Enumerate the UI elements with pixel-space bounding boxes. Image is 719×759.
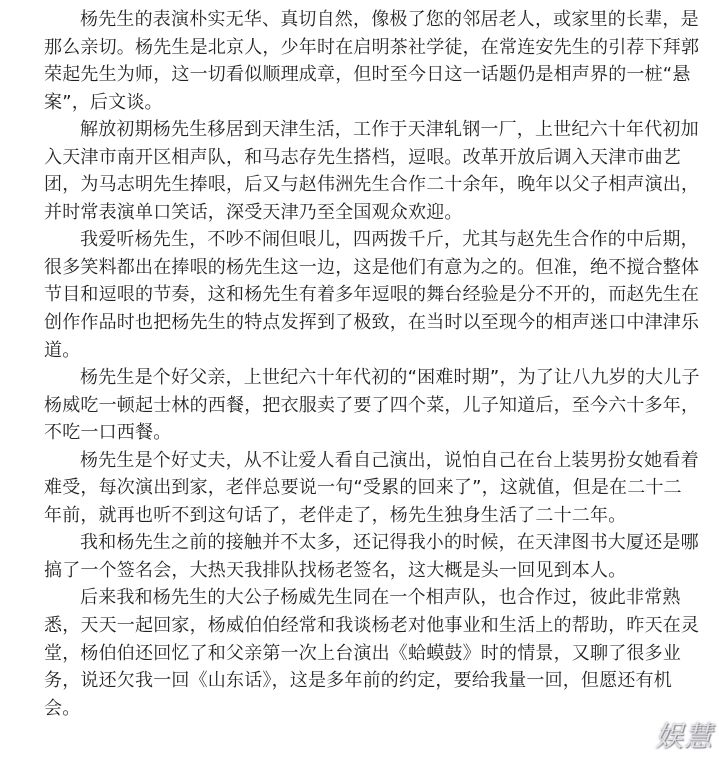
article-body bbox=[44, 6, 700, 722]
paragraph-6: 我和杨先生之前的接触并不太多，还记得我小的时候，在天津图书大厦还是哪搞了一个签名会，大热天我排队找杨老签名，这大概是头一回见到本人。 bbox=[44, 532, 699, 581]
paragraph-7: 后来我和杨先生的大公子杨威先生同在一个相声队，也合作过，彼此非常熟悉，天天一起回家，杨威伯伯经常和我谈杨老对他事业和生活上的帮助，昨天在灵堂，杨伯伯还回忆了和父亲第一次上台演出《蛤蟆鼓》时的情景，又聊了很多业务，说还欠我一回《山东话》，这是多年前的约定，要给我量一回，但愿还有机会。 bbox=[44, 587, 700, 719]
paragraph-3: 我爱听杨先生，不吵不闹但哏儿，四两拨千斤，尤其与赵先生合作的中后期，很多笑料都出在捧哏的杨先生这一边，这是他们有意为之的。但准，绝不搅合整体节目和逗哏的节奏，这和杨先生有着多年逗哏的舞台经验是分不开的，而赵先生在创作作品时也把杨先生的特点发挥到了极致，在当时以至现今的相声迷口中津津乐道。 bbox=[44, 229, 700, 361]
paragraph-1: 杨先生的表演朴实无华、真切自然，像极了您的邻居老人，或家里的长辈，是那么亲切。杨先生是北京人，少年时在启明茶社学徒，在常连安先生的引荐下拜郭荣起先生为师，这一切看似顺理成章，但时至今日这一话题仍是相声界的一桩“悬案”，后文谈。 bbox=[44, 9, 700, 113]
watermark-logo: 娱慧 bbox=[654, 720, 713, 753]
paragraph-2: 解放初期杨先生移居到天津生活，工作于天津轧钢一厂，上世纪六十年代初加入天津市南开区相声队，和马志存先生搭档，逗哏。改革开放后调入天津市曲艺团，为马志明先生捧哏，后又与赵伟洲先生合作二十余年，晚年以父子相声演出，并时常表演单口笑话，深受天津乃至全国观众欢迎。 bbox=[44, 119, 700, 223]
paragraph-5: 杨先生是个好丈夫，从不让爱人看自己演出，说怕自己在台上装男扮女她看着难受，每次演出到家，老伴总要说一句“受累的回来了”，这就值，但是在二十二年前，就再也听不到这句话了，老伴走了，杨先生独身生活了二十二年。 bbox=[44, 449, 699, 526]
paragraph-4: 杨先生是个好父亲，上世纪六十年代初的“困难时期”，为了让八九岁的大儿子杨威吃一顿起士林的西餐，把衣服卖了要了四个菜，儿子知道后，至今六十多年，不吃一口西餐。 bbox=[44, 367, 700, 444]
